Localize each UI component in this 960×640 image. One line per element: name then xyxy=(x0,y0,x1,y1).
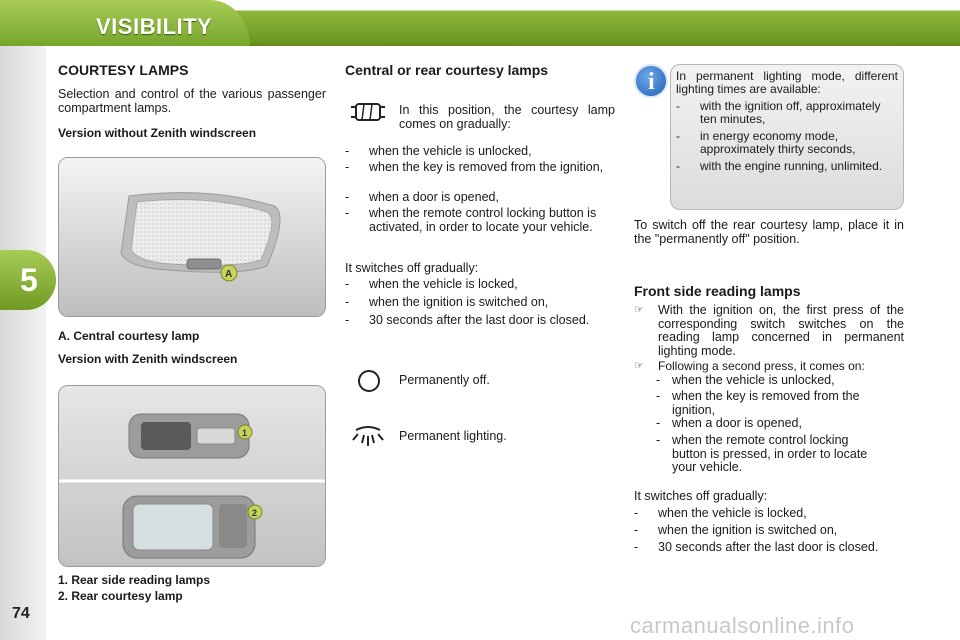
side-strip xyxy=(0,46,46,640)
info-list-item: - with the ignition off, approximately ten minutes, xyxy=(676,99,881,126)
on-list-item: - when the key is removed from the ignition, xyxy=(345,160,604,174)
info-intro: In permanent lighting mode, different lighting times are available: xyxy=(676,69,898,96)
chapter-number: 5 xyxy=(20,262,38,298)
reading-sub-item: - when a door is opened, xyxy=(656,416,802,430)
central-rear-lamps-heading: Central or rear courtesy lamps xyxy=(345,62,549,78)
courtesy-intro: Selection and control of the various passenger compartment lamps. xyxy=(58,87,326,115)
label-2: 2 xyxy=(252,508,258,518)
switch-off-text: To switch off the rear courtesy lamp, place it in the "permanently off" position. xyxy=(634,218,904,246)
reading-off-item: - when the ignition is switched on, xyxy=(634,523,838,537)
chapter-tab[interactable] xyxy=(0,250,56,310)
page-title: VISIBILITY xyxy=(96,14,213,39)
zenith-lamps-illustration xyxy=(59,386,326,567)
label-a: A xyxy=(225,269,233,280)
info-icon: i xyxy=(634,64,668,98)
off-list-item: - when the ignition is switched on, xyxy=(345,295,549,309)
info-list-item: - in energy economy mode, approximately thirty seconds, xyxy=(676,129,856,156)
reading-bullet: ☞ With the ignition on, the first press of the corresponding switch switches on the reading lamp concerned in permanent lighting mode. xyxy=(634,303,904,358)
photo-central-lamp xyxy=(58,157,326,317)
version-without-zenith: Version without Zenith windscreen xyxy=(58,126,257,140)
on-list-item: - when the vehicle is unlocked, xyxy=(345,144,532,158)
permanent-lighting-text: Permanent lighting. xyxy=(399,429,507,443)
off-intro: It switches off gradually: xyxy=(345,261,479,275)
caption-central-lamp: A. Central courtesy lamp xyxy=(58,329,200,343)
version-with-zenith: Version with Zenith windscreen xyxy=(58,352,238,366)
front-reading-lamps-heading: Front side reading lamps xyxy=(634,283,801,299)
reading-bullet: ☞ Following a second press, it comes on: xyxy=(634,359,865,373)
caption-rear-courtesy-lamp: 2. Rear courtesy lamp xyxy=(58,589,183,603)
off-list-item: - when the vehicle is locked, xyxy=(345,277,518,291)
lamp-on-icon xyxy=(350,422,386,450)
reading-sub-item: - when the vehicle is unlocked, xyxy=(656,373,835,387)
reading-sub-item: - when the key is removed from the ignition, xyxy=(656,389,860,417)
on-list-item: - when the remote control locking button is activated, in order to locate your vehicle. xyxy=(345,206,597,234)
info-list-item: - with the engine running, unlimited. xyxy=(676,159,883,173)
watermark: carmanualsonline.info xyxy=(630,613,855,638)
reading-off-intro: It switches off gradually: xyxy=(634,489,768,503)
permanently-off-text: Permanently off. xyxy=(399,373,490,387)
reading-off-item: - when the vehicle is locked, xyxy=(634,506,807,520)
door-position-icon xyxy=(350,98,386,128)
courtesy-lamps-heading: COURTESY LAMPS xyxy=(58,62,189,78)
page-number: 74 xyxy=(12,605,30,622)
label-1: 1 xyxy=(242,428,248,438)
reading-sub-item: - when the remote control locking button is pressed, in order to locate your vehicle. xyxy=(656,433,868,474)
door-position-text: In this position, the courtesy lamp comes on gradually: xyxy=(399,103,615,131)
on-list-item: - when a door is opened, xyxy=(345,190,499,204)
reading-off-item: - 30 seconds after the last door is closed. xyxy=(634,540,879,554)
off-list-item: - 30 seconds after the last door is closed. xyxy=(345,313,590,327)
caption-rear-side-reading-lamps: 1. Rear side reading lamps xyxy=(58,573,211,587)
photo-zenith-lamps xyxy=(58,385,326,567)
central-lamp-illustration xyxy=(59,158,326,317)
lamp-off-icon xyxy=(356,368,382,394)
